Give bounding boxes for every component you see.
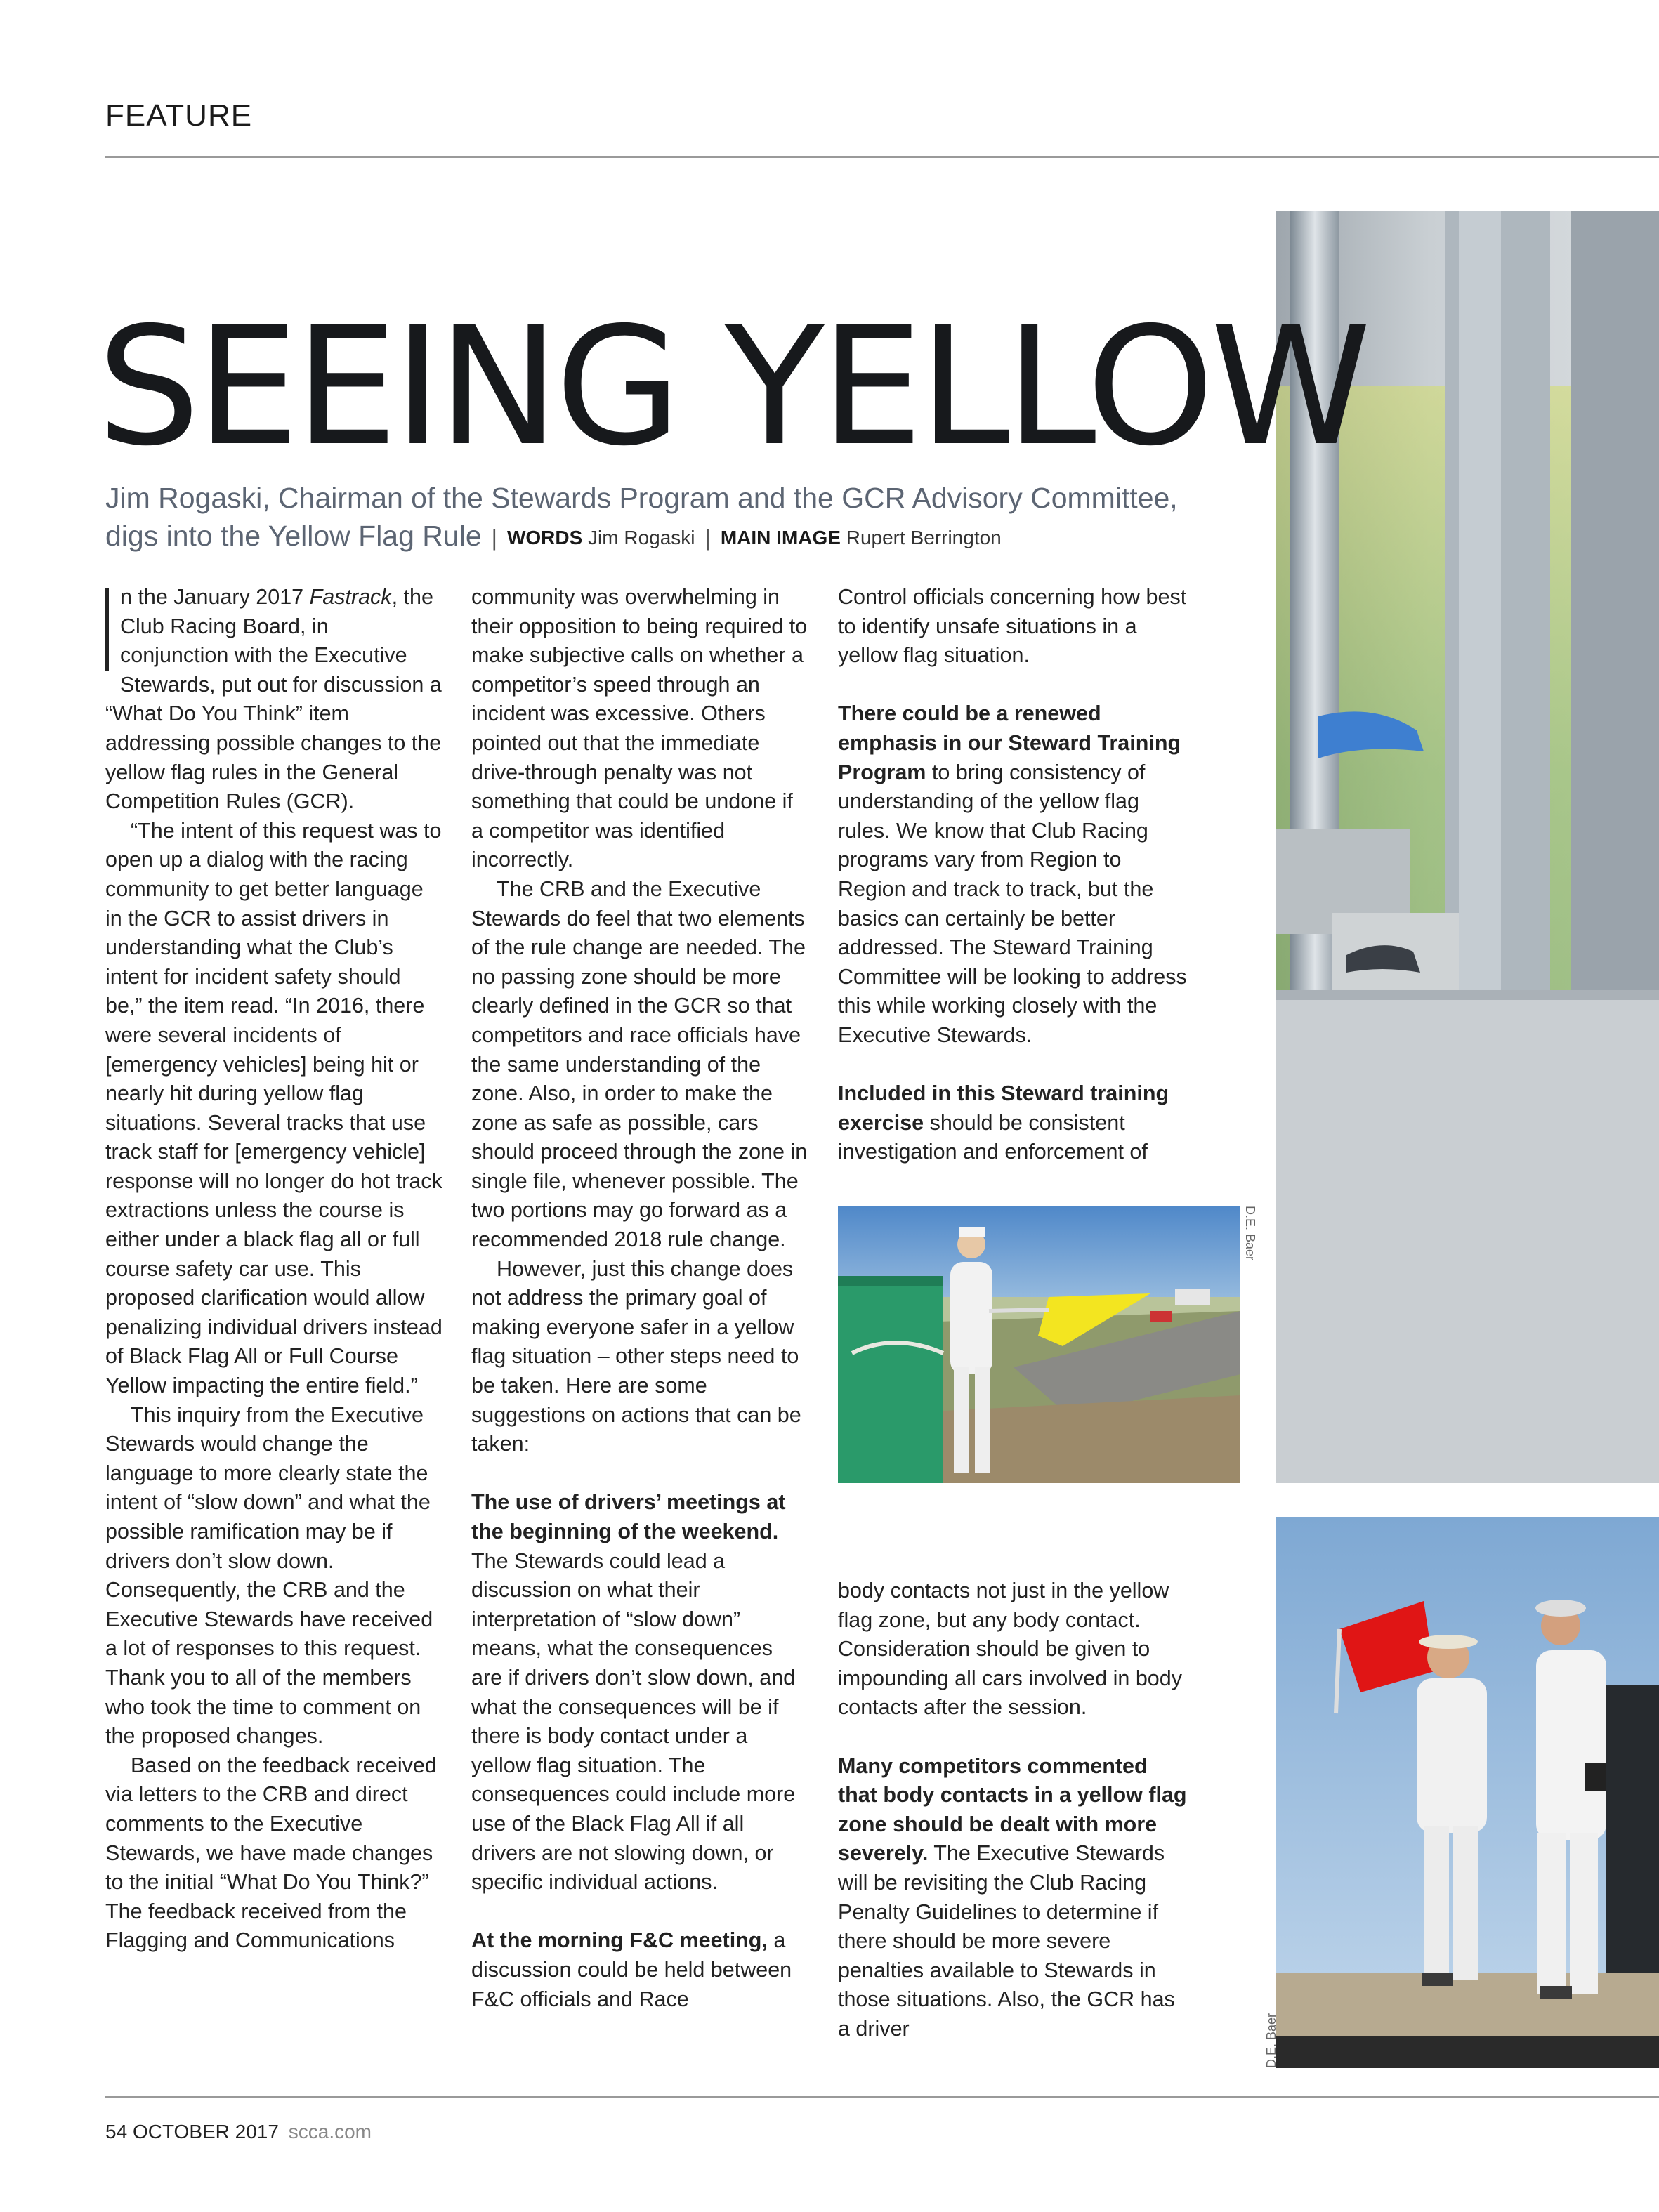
paragraph: “The intent of this request was to open up a dialog with the racing community to get better language in the GCR to assist drivers in understanding what the Club’s intent for incident safety should be,” the item read. “In 2016, there were several incidents of [emergency vehicles] being hit or nearly hit during yellow flag situations. Several tracks that use track staff for [emergency vehicle] response will no longer do hot track extractions unless the course is either under a black flag all or full course safety car use. This proposed clarification would allow penalizing individual drivers instead of Black Flag All or Full Course Yellow impacting the entire field.” (105, 818, 442, 1398)
site-link[interactable]: scca.com (288, 2121, 372, 2142)
paragraph: This inquiry from the Executive Stewards would change the language to more clearly state the intent of “slow down” and what the possible ramification may be if drivers don’t slow down. Consequently, the CRB and the Executive Stewards have received a lot of responses to this request. Thank you to all of the members who took the time to comment on the proposed changes. (105, 1402, 433, 1749)
deck-line-2 (105, 517, 1201, 557)
dropcap-bar (105, 588, 109, 671)
paragraph: The use of drivers’ meetings at the beginning of the weekend. The Stewards could lead a discussion on what their interpretation of “slow down” means, what the consequences are if drivers don’t slow down, and what the consequences will be if there is body contact under a yellow flag situation. The consequences could include more use of the Black Flag All if all drivers are not slowing down, or specific individual actions. (471, 1490, 796, 1895)
bottom-photo-credit: D.E. Baer (1264, 2013, 1278, 2068)
paragraph: n the January 2017 Fastrack, the Club Racing Board, in conjunction with the Executive Stewards, put out for discussion a “What Do You Think” item addressing possible changes to the yellow flag rules in the General Competition Rules (GCR). (105, 585, 442, 814)
article-column-2 (471, 583, 808, 2014)
page-footer (105, 2121, 372, 2143)
paragraph: Control officials concerning how best to identify unsafe situations in a yellow flag situation. (838, 585, 1187, 668)
page-number: 54 (105, 2121, 128, 2142)
paragraph: The CRB and the Executive Stewards do feel that two elements of the rule change are needed. The no passing zone should be more clearly defined in the GCR so that competitors and race officials have the same understanding of the zone. Also, in order to make the zone as safe as possible, cars should proceed through the zone in single file, whenever possible. The two portions may go forward as a recommended 2018 rule change. (471, 876, 808, 1252)
paragraph: Included in this Steward training exercise should be consistent investigation and enforcement of (838, 1081, 1169, 1164)
issue-date: OCTOBER 2017 (132, 2121, 279, 2142)
words-author: Jim Rogaski (588, 527, 695, 548)
image-label: MAIN IMAGE (720, 527, 841, 548)
words-credit (507, 527, 695, 548)
footer-rule (105, 2096, 1659, 2098)
deck-line-2-text: digs into the Yellow Flag Rule (105, 520, 482, 552)
article-column-3-bottom (838, 1576, 1189, 2044)
paragraph: However, just this change does not address the primary goal of making everyone safer in a yellow flag situation – other steps need to be taken. Here are some suggestions on actions that can be taken: (471, 1256, 801, 1456)
paragraph: There could be a renewed emphasis in our Steward Training Program to bring consistency of understanding of the yellow flag rules. We know that Club Racing programs vary from Region to Region and track to track, but the basics can certainly be better addressed. The Steward Training Committee will be looking to address this while working closely with the Executive Stewards. (838, 702, 1187, 1047)
header-rule (105, 156, 1659, 158)
paragraph: At the morning F&C meeting, a discussion could be held between F&C officials and Race (471, 1928, 792, 2011)
inline-photo-credit: D.E. Baer (1243, 1206, 1257, 1261)
image-author: Rupert Berrington (846, 527, 1002, 548)
bottom-photo-officials (1276, 1517, 1659, 2068)
deck-separator-2: | (704, 525, 711, 551)
inline-photo-flagger (838, 1206, 1240, 1483)
article-column-3-top (838, 583, 1189, 1167)
paragraph: Based on the feedback received via letters to the CRB and direct comments to the Executive Stewards, we have made changes to the initial “What Do You Think?” The feedback received from the Flagging and Communications (105, 1753, 437, 1953)
paragraph: Many competitors commented that body contacts in a yellow flag zone should be dealt with more severely. The Executive Stewards will be revisiting the Club Racing Penalty Guidelines to determine if there should be more severe penalties available to Stewards in those situations. Also, the GCR has a driver (838, 1753, 1187, 2041)
article-deck (105, 479, 1201, 557)
paragraph: community was overwhelming in their opposition to being required to make subjective calls on whether a competitor’s speed through an incident was excessive. Others pointed out that the immediate drive-through penalty was not something that could be undone if a competitor was identified incorrectly. (471, 585, 808, 872)
article-title: SEEING YELLOW (97, 292, 1368, 482)
image-credit (721, 527, 1002, 548)
deck-separator: | (491, 525, 497, 551)
words-label: WORDS (506, 527, 583, 548)
paragraph: body contacts not just in the yellow flag zone, but any body contact. Consideration should be given to impounding all cars involved in body contacts after the session. (838, 1579, 1182, 1720)
deck-line-1: Jim Rogaski, Chairman of the Stewards Program and the GCR Advisory Committee, (105, 482, 1178, 514)
article-column-1 (105, 583, 442, 1956)
section-label: FEATURE (105, 98, 253, 133)
